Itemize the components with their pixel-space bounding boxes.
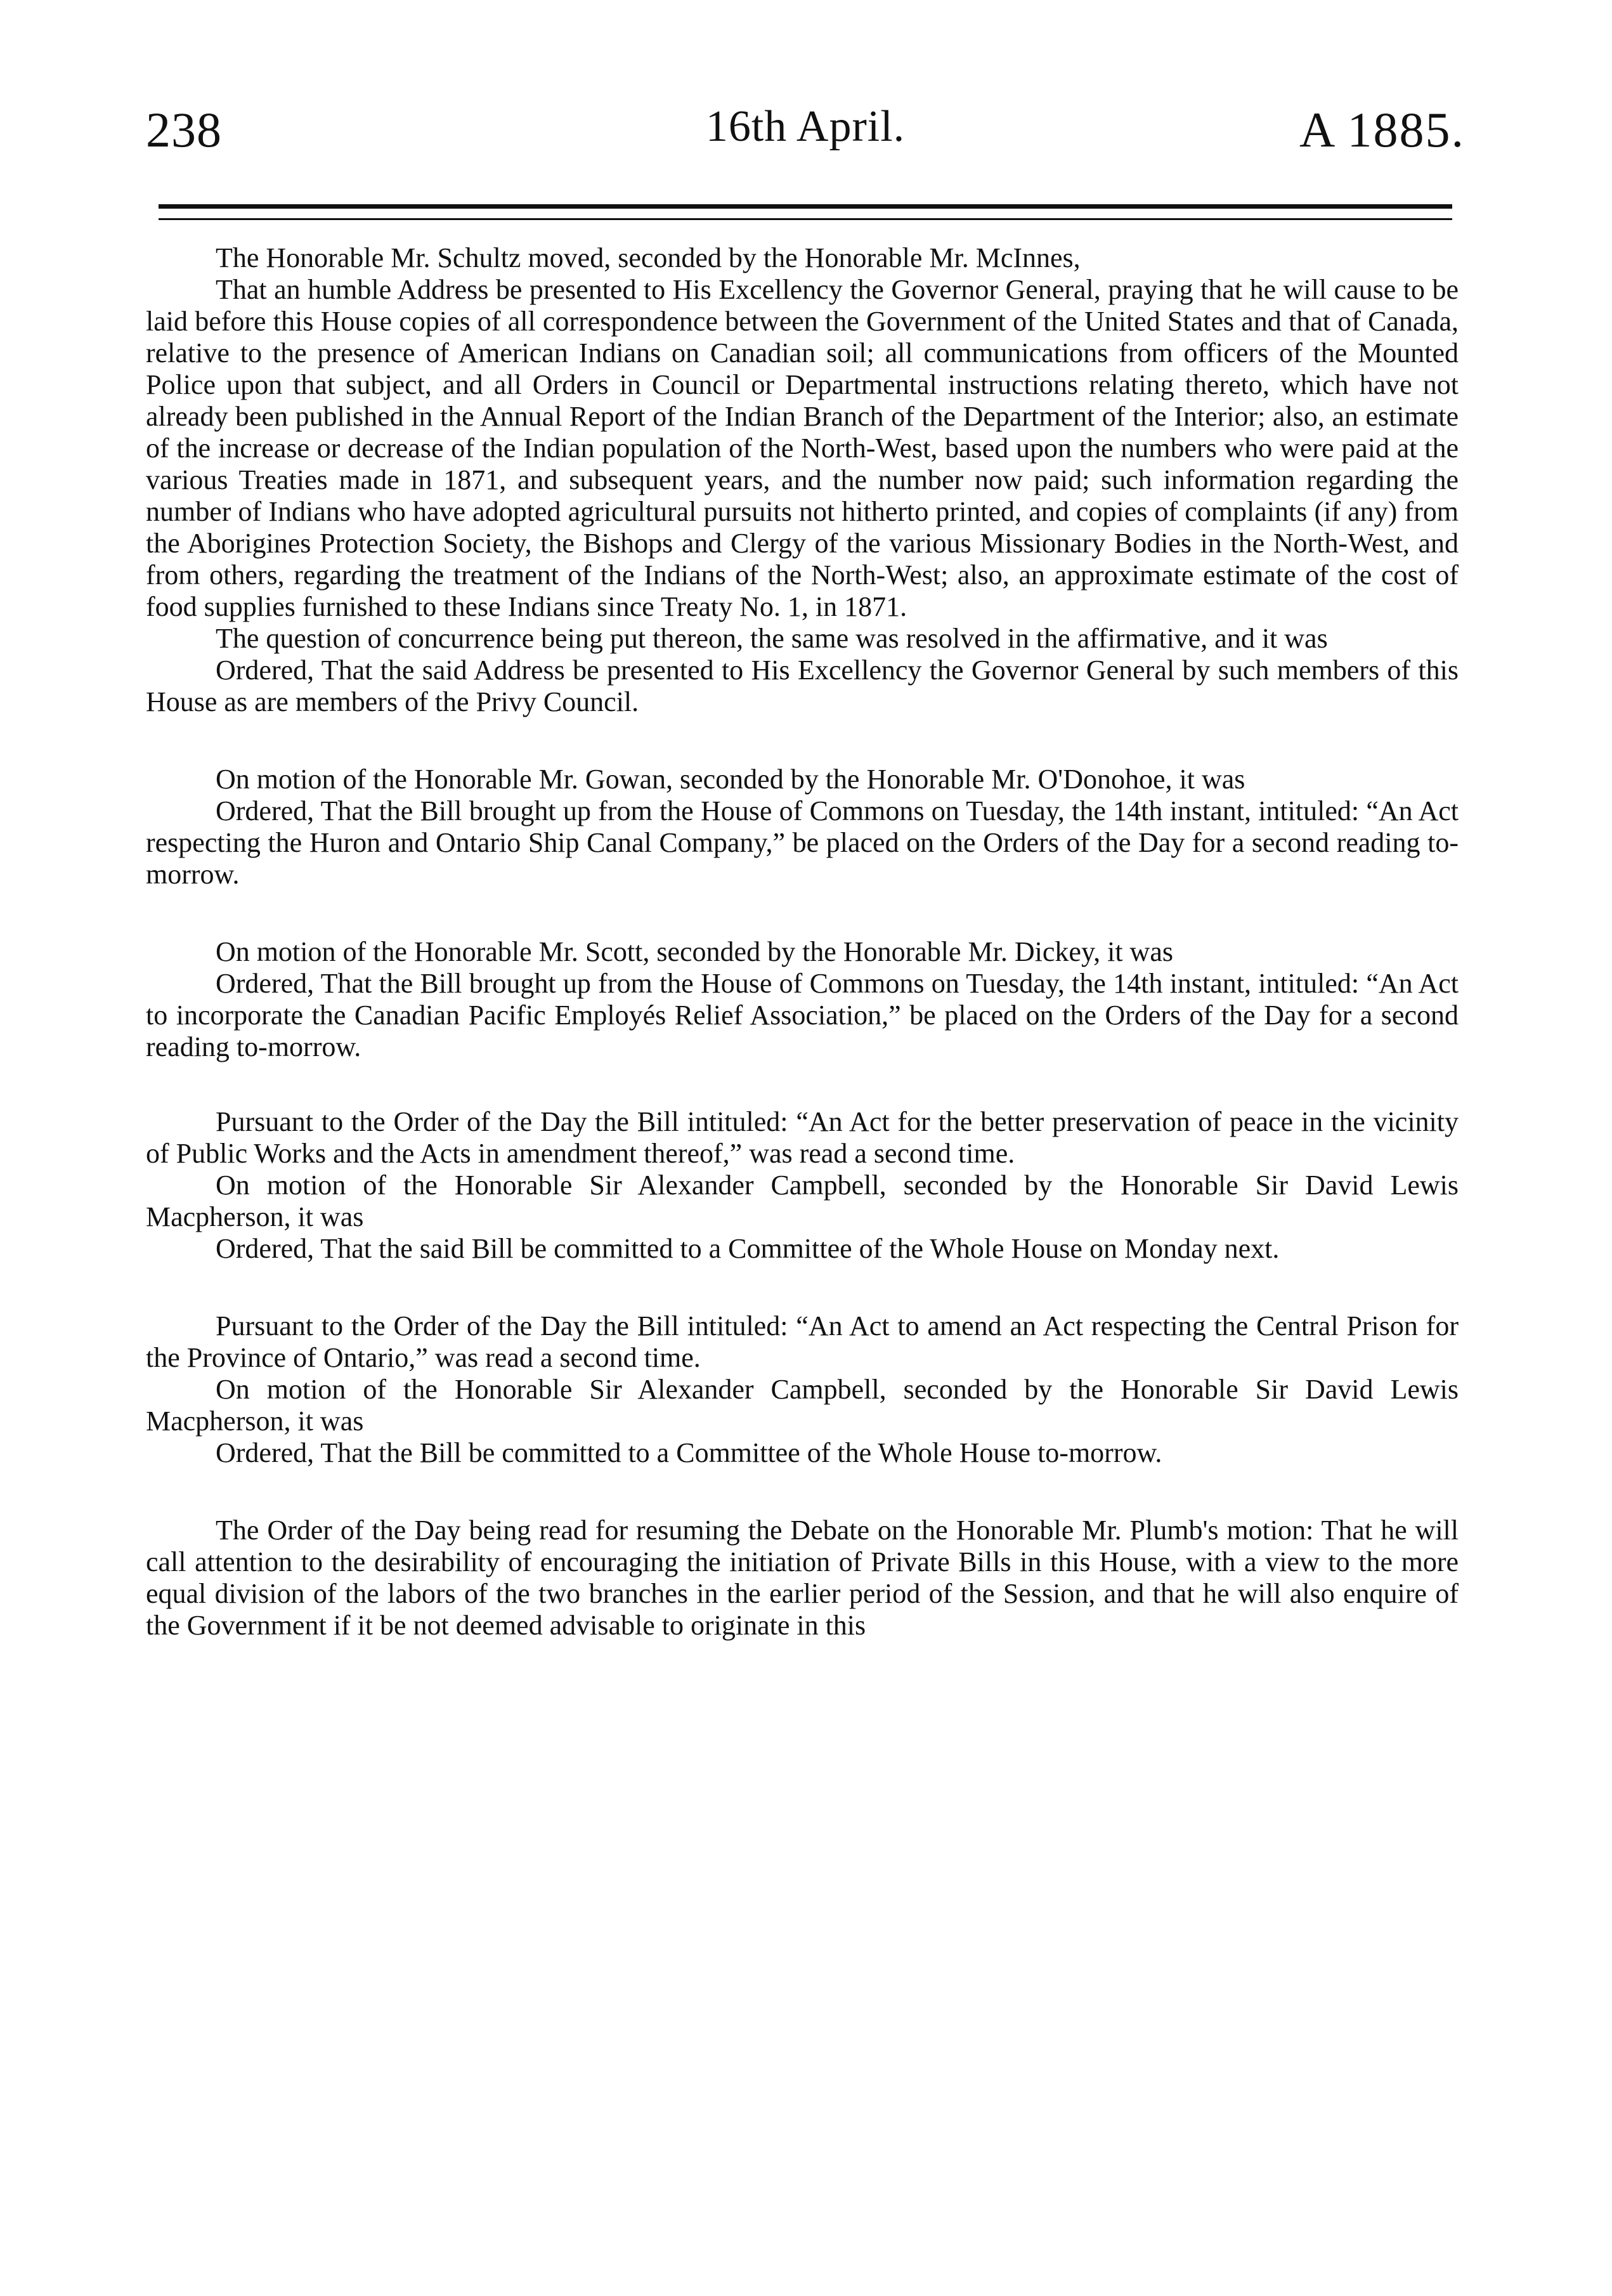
entry-spacer [146, 1265, 1459, 1310]
entry-paragraph: The Order of the Day being read for resuming the Debate on the Honorable Mr. Plumb's motion: That he will call attention to the desirability of encouraging the initiation of Private Bills in this House, with a view to the more equal division of the labors of the two branches in the earlier period of the Session, and that he will also enquire of the Government if it be not deemed advisable to originate in this [146, 1515, 1459, 1641]
header-rule-thick [159, 204, 1452, 209]
page-header [146, 95, 1465, 171]
entry-paragraph: Ordered, That the Bill brought up from the House of Commons on Tuesday, the 14th instant, intituled: “An Act respecting the Huron and Ontario Ship Canal Company,” be placed on the Orders of the Day for a second reading to-morrow. [146, 795, 1459, 890]
entry-paragraph: That an humble Address be presented to His Excellency the Governor General, praying that he will cause to be laid before this House copies of all correspondence between the Government of the United States and that of Canada, relative to the presence of American Indians on Canadian soil; all communications from officers of the Mounted Police upon that subject, and all Orders in Council or Departmental instructions relating thereto, which have not already been published in the Annual Report of the Indian Branch of the Department of the Interior; also, an estimate of the increase or decrease of the Indian population of the North-West, based upon the numbers who were paid at the various Treaties made in 1871, and subsequent years, and the number now paid; such information regarding the number of Indians who have adopted agricultural pursuits not hitherto printed, and copies of complaints (if any) from the Aborigines Protection Society, the Bishops and Clergy of the various Missionary Bodies in the North-West, and from others, regarding the treatment of the Indians of the North-West; also, an approximate estimate of the cost of food supplies furnished to these Indians since Treaty No. 1, in 1871. [146, 274, 1459, 622]
entry-public-works-peace-bill [146, 1106, 1459, 1265]
entry-paragraph: The question of concurrence being put thereon, the same was resolved in the affirmative, and it was [216, 623, 1328, 654]
entry-central-prison-bill [146, 1310, 1459, 1469]
entry-paragraph: Pursuant to the Order of the Day the Bill intituled: “An Act to amend an Act respecting the Central Prison for the Province of Ontario,” was read a second time. [146, 1310, 1459, 1373]
entry-paragraph: Ordered, That the said Bill be committed to a Committee of the Whole House on Monday next. [216, 1233, 1280, 1264]
entry-spacer [146, 718, 1459, 764]
entry-paragraph: Pursuant to the Order of the Day the Bill intituled: “An Act for the better preservation of peace in the vicinity of Public Works and the Acts in amendment thereof,” was read a second time. [146, 1106, 1459, 1169]
entry-spacer [146, 1469, 1459, 1515]
entry-paragraph: Ordered, That the Bill be committed to a Committee of the Whole House to-morrow. [216, 1437, 1162, 1468]
entry-spacer [146, 1063, 1459, 1106]
entry-paragraph: On motion of the Honorable Sir Alexander Campbell, seconded by the Honorable Sir David Lewis Macpherson, it was [146, 1170, 1459, 1232]
entry-paragraph: The Honorable Mr. Schultz moved, seconded by the Honorable Mr. McInnes, [216, 242, 1081, 273]
entry-plumb-motion-debate [146, 1515, 1459, 1641]
page-number: 238 [146, 102, 222, 157]
entry-paragraph: Ordered, That the said Address be presented to His Excellency the Governor General by such members of this House as are members of the Privy Council. [146, 655, 1459, 717]
entry-paragraph: On motion of the Honorable Sir Alexander Campbell, seconded by the Honorable Sir David Lewis Macpherson, it was [146, 1374, 1459, 1437]
journal-content [146, 242, 1459, 1641]
entry-schultz-address [146, 242, 1459, 718]
entry-huron-ontario-canal-bill [146, 764, 1459, 890]
entry-paragraph: On motion of the Honorable Mr. Scott, seconded by the Honorable Mr. Dickey, it was [216, 936, 1173, 967]
entry-spacer [146, 890, 1459, 936]
header-rule-thin [159, 218, 1452, 220]
entry-paragraph: On motion of the Honorable Mr. Gowan, seconded by the Honorable Mr. O'Donohoe, it was [216, 764, 1245, 795]
page-year: A 1885. [1299, 102, 1465, 157]
entry-cpr-relief-association-bill [146, 936, 1459, 1063]
entry-paragraph: Ordered, That the Bill brought up from the House of Commons on Tuesday, the 14th instant, intituled: “An Act to incorporate the Canadian Pacific Employés Relief Association,” be placed on the Orders of the Day for a second reading to-morrow. [146, 968, 1459, 1062]
page-date: 16th April. [705, 102, 906, 151]
